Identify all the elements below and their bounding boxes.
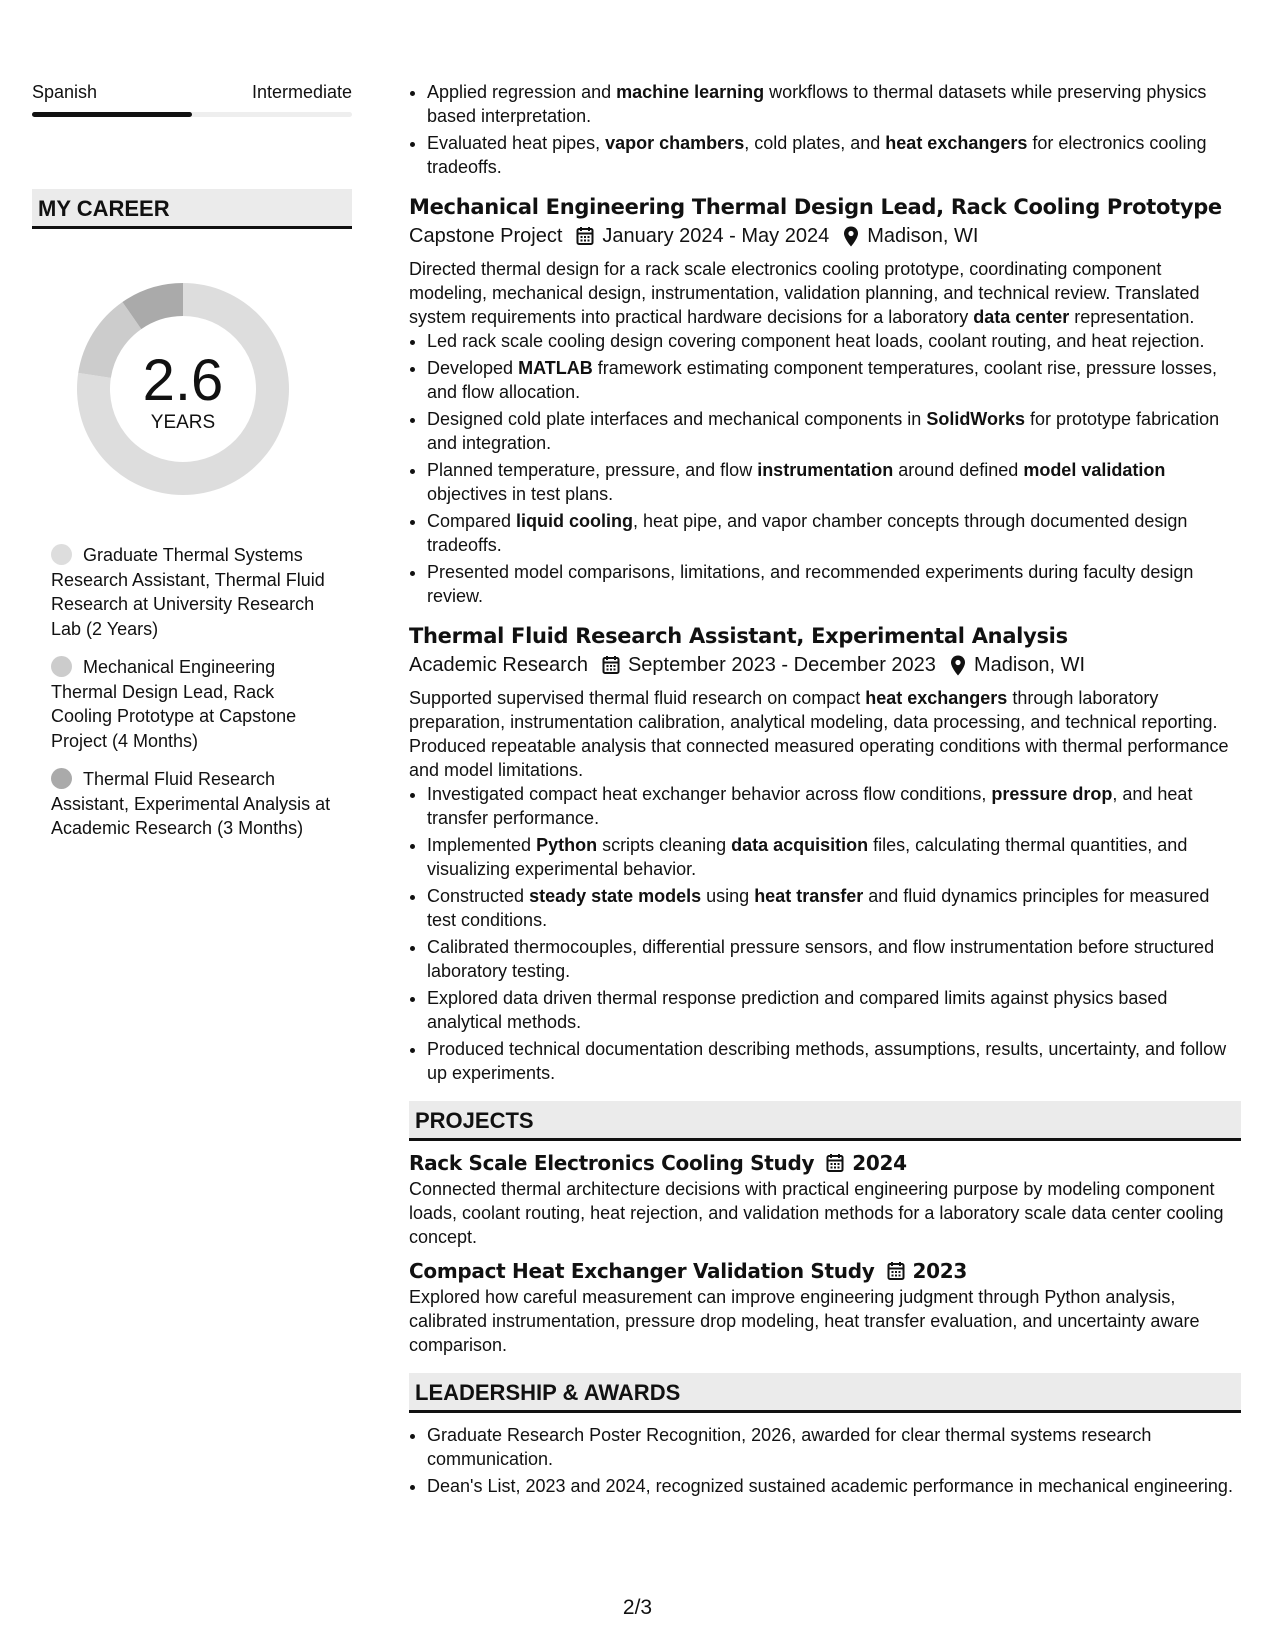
keyword: model validation bbox=[1023, 460, 1166, 480]
job-dates: September 2023 - December 2023 bbox=[627, 654, 936, 676]
keyword: heat exchangers bbox=[885, 133, 1028, 153]
language-proficiency-bar bbox=[32, 112, 352, 117]
legend-dot-icon bbox=[51, 656, 72, 677]
keyword: machine learning bbox=[616, 82, 765, 102]
keyword: liquid cooling bbox=[516, 511, 634, 531]
right-column bbox=[409, 80, 1241, 1501]
job-bullets bbox=[409, 329, 1241, 608]
project-title-row bbox=[409, 1257, 1241, 1285]
job-location: Madison, WI bbox=[973, 654, 1086, 676]
job-title: Mechanical Engineering Thermal Design Lead, Rack Cooling Prototype bbox=[409, 195, 1222, 219]
career-heading: MY CAREER bbox=[32, 189, 352, 229]
project-title: Rack Scale Electronics Cooling Study bbox=[409, 1151, 815, 1175]
project-description: Explored how careful measurement can improve engineering judgment through Python analysis, calibrated instrumentation, pressure drop modeling, heat transfer evaluation, and uncertainty aware comparison. bbox=[409, 1287, 1200, 1355]
language-level: Intermediate bbox=[251, 82, 352, 102]
legend-dot-icon bbox=[51, 544, 72, 565]
language-row bbox=[32, 80, 352, 104]
job-organization: Capstone Project bbox=[409, 225, 563, 247]
job-meta bbox=[409, 221, 1241, 251]
keyword: data center bbox=[973, 307, 1070, 327]
project-entry bbox=[409, 1149, 1241, 1249]
bullet-item: • Constructed steady state models using heat transfer and fluid dynamics principles for measured test conditions. bbox=[427, 884, 1241, 932]
job-bullets bbox=[409, 782, 1241, 1085]
project-title-row bbox=[409, 1149, 1241, 1177]
keyword: steady state models bbox=[529, 886, 702, 906]
bullet-item: • Developed MATLAB framework estimating component temperatures, coolant rise, pressure losses, and flow allocation. bbox=[427, 356, 1241, 404]
job-summary: Supported supervised thermal fluid research on compact heat exchangers through laboratory preparation, instrumentation calibration, analytical modeling, data processing, and technical reporting. Produced repeatable analysis that connected measured operating conditions with thermal performance and model limitations. bbox=[409, 688, 1229, 780]
job-summary: Directed thermal design for a rack scale electronics cooling prototype, coordinating component modeling, mechanical design, instrumentation, validation planning, and technical review. Translated system requirements into practical hardware decisions for a laboratory data center representation. bbox=[409, 259, 1200, 327]
calendar-icon bbox=[602, 655, 620, 675]
project-entry bbox=[409, 1257, 1241, 1357]
legend-dot-icon bbox=[51, 768, 72, 789]
page-number: 2/3 bbox=[622, 1596, 653, 1619]
projects-list bbox=[409, 1149, 1241, 1357]
job-title: Thermal Fluid Research Assistant, Experimental Analysis bbox=[409, 624, 1068, 648]
calendar-icon bbox=[887, 1261, 905, 1281]
projects-heading: PROJECTS bbox=[409, 1101, 1241, 1141]
career-legend-text: Thermal Fluid Research Assistant, Experimental Analysis at Academic Research (3 Months) bbox=[51, 769, 331, 838]
award-item: • Graduate Research Poster Recognition, 2026, awarded for clear thermal systems research communication. bbox=[427, 1423, 1241, 1471]
awards-list bbox=[409, 1423, 1241, 1498]
bullet-item: • Designed cold plate interfaces and mechanical components in SolidWorks for prototype fabrication and integration. bbox=[427, 407, 1241, 455]
keyword: MATLAB bbox=[518, 358, 593, 378]
keyword: heat transfer bbox=[754, 886, 864, 906]
bullet-item: • Implemented Python scripts cleaning data acquisition files, calculating thermal quantities, and visualizing experimental behavior. bbox=[427, 833, 1241, 881]
location-pin-icon bbox=[950, 655, 966, 676]
bullet-item: • Investigated compact heat exchanger behavior across flow conditions, pressure drop, and heat transfer performance. bbox=[427, 782, 1241, 830]
job-organization: Academic Research bbox=[409, 654, 588, 676]
language-proficiency-fill bbox=[32, 112, 192, 117]
career-legend-text: Mechanical Engineering Thermal Design Lead, Rack Cooling Prototype at Capstone Project (4 Months) bbox=[51, 657, 297, 751]
keyword: SolidWorks bbox=[926, 409, 1025, 429]
project-title: Compact Heat Exchanger Validation Study bbox=[409, 1259, 875, 1283]
calendar-icon bbox=[826, 1153, 844, 1173]
career-legend-text: Graduate Thermal Systems Research Assistant, Thermal Fluid Research at University Research Lab (2 Years) bbox=[51, 545, 325, 639]
bullet-item: • Calibrated thermocouples, differential pressure sensors, and flow instrumentation before structured laboratory testing. bbox=[427, 935, 1241, 983]
keyword: Python bbox=[536, 835, 598, 855]
keyword: vapor chambers bbox=[605, 133, 745, 153]
project-year: 2023 bbox=[912, 1259, 967, 1283]
awards-heading: LEADERSHIP & AWARDS bbox=[409, 1373, 1241, 1413]
career-donut-chart bbox=[65, 271, 301, 507]
job-entry bbox=[409, 193, 1241, 608]
language-name: Spanish bbox=[32, 82, 98, 102]
job-location: Madison, WI bbox=[867, 225, 979, 247]
career-total-years: 2.6 bbox=[142, 348, 224, 413]
bullet-item: • Applied regression and machine learning workflows to thermal datasets while preserving physics based interpretation. bbox=[427, 80, 1241, 128]
job-meta bbox=[409, 650, 1241, 680]
career-total-unit: YEARS bbox=[150, 412, 216, 433]
career-legend-item bbox=[51, 655, 331, 753]
bullet-item: • Produced technical documentation describing methods, assumptions, results, uncertainty, and follow up experiments. bbox=[427, 1037, 1241, 1085]
job-dates: January 2024 - May 2024 bbox=[602, 225, 830, 247]
bullet-item: • Planned temperature, pressure, and flow instrumentation around defined model validation objectives in test plans. bbox=[427, 458, 1241, 506]
career-legend bbox=[51, 543, 331, 841]
bullet-item: • Evaluated heat pipes, vapor chambers, cold plates, and heat exchangers for electronics cooling tradeoffs. bbox=[427, 131, 1241, 179]
career-legend-item bbox=[51, 767, 331, 841]
job-entry bbox=[409, 622, 1241, 1085]
left-column bbox=[32, 80, 352, 855]
previous-job-bullets bbox=[409, 80, 1241, 179]
bullet-item: • Explored data driven thermal response prediction and compared limits against physics based analytical methods. bbox=[427, 986, 1241, 1034]
bullet-item: • Compared liquid cooling, heat pipe, and vapor chamber concepts through documented design tradeoffs. bbox=[427, 509, 1241, 557]
location-pin-icon bbox=[843, 226, 859, 247]
bullet-item: • Presented model comparisons, limitations, and recommended experiments during faculty design review. bbox=[427, 560, 1241, 608]
experience-list bbox=[409, 193, 1241, 1085]
calendar-icon bbox=[576, 226, 594, 246]
keyword: instrumentation bbox=[757, 460, 894, 480]
keyword: data acquisition bbox=[731, 835, 869, 855]
bullet-item: • Led rack scale cooling design covering component heat loads, coolant routing, and heat rejection. bbox=[427, 329, 1241, 353]
project-year: 2024 bbox=[852, 1151, 907, 1175]
project-description: Connected thermal architecture decisions with practical engineering purpose by modeling component loads, coolant routing, heat rejection, and validation methods for a laboratory scale data center cooling concept. bbox=[409, 1179, 1224, 1247]
award-item: • Dean's List, 2023 and 2024, recognized sustained academic performance in mechanical engineering. bbox=[427, 1474, 1241, 1498]
keyword: heat exchangers bbox=[865, 688, 1008, 708]
career-donut-center bbox=[65, 271, 301, 507]
keyword: pressure drop bbox=[991, 784, 1113, 804]
career-legend-item bbox=[51, 543, 331, 641]
